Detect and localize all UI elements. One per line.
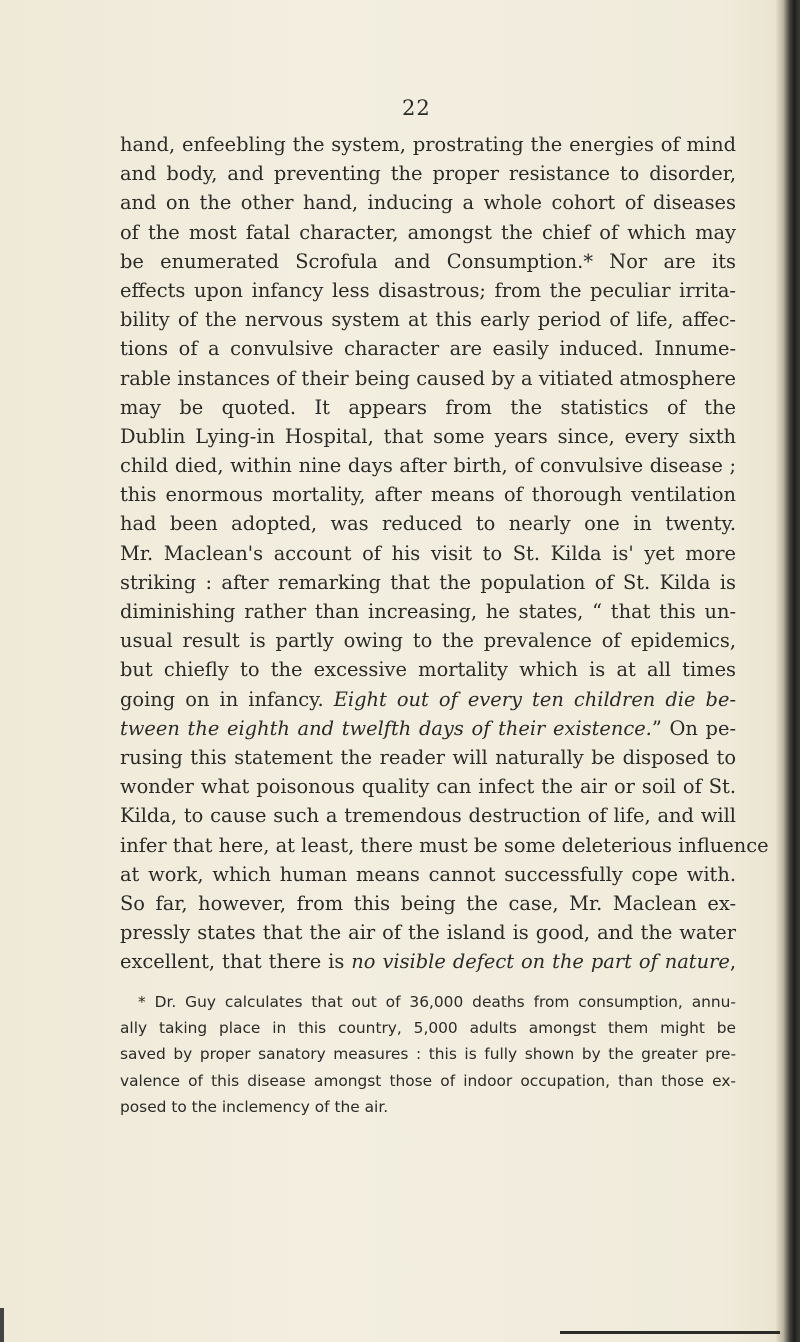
text-run: child died, within nine days after birth, of convulsive disease ; — [120, 454, 736, 478]
text-run: So far, however, from this being the case, Mr. Maclean ex- — [120, 891, 736, 915]
italic-text: tween the eighth and twelfth days of their existence. — [120, 716, 652, 740]
text-line — [120, 334, 736, 363]
text-run: bility of the nervous system at this early period of life, affec- — [120, 308, 736, 332]
text-run: usual result is partly owing to the prevalence of epidemics, — [120, 629, 736, 653]
text-run: may be quoted. It appears from the statistics of the — [120, 395, 736, 419]
text-run: at work, which human means cannot successfully cope with. — [120, 862, 736, 886]
text-line — [120, 159, 736, 188]
text-run: wonder what poisonous quality can infect the air or soil of St. — [120, 775, 736, 799]
text-line — [120, 188, 736, 217]
text-run: excellent, that there is — [120, 950, 352, 974]
text-run: rable instances of their being caused by a vitiated atmosphere — [120, 366, 736, 390]
text-run: rusing this statement the reader will naturally be disposed to — [120, 745, 736, 769]
text-line — [120, 831, 769, 860]
text-run: pressly states that the air of the island is good, and the water — [120, 921, 736, 945]
text-run: and on the other hand, inducing a whole cohort of diseases — [120, 191, 736, 215]
text-run: tions of a convulsive character are easily induced. Innume- — [120, 337, 736, 361]
footnote-line: posed to the inclemency of the air. — [120, 1097, 389, 1116]
scan-edge-bottom — [560, 1331, 780, 1334]
text-run: , — [729, 950, 736, 974]
footnote-line: saved by proper sanatory measures : this is fully shown by the greater pre- — [120, 1045, 736, 1064]
text-line — [120, 422, 736, 451]
text-run: hand, enfeebling the system, prostrating the energies of mind — [120, 133, 736, 156]
text-line — [120, 860, 736, 889]
text-run: but chiefly to the excessive mortality which is at all times — [120, 658, 736, 682]
text-line — [120, 714, 736, 743]
text-line — [120, 918, 736, 947]
text-run: diminishing rather than increasing, he states, “ that this un- — [120, 600, 736, 623]
scan-mark-left — [0, 1308, 4, 1342]
page-number: 22 — [402, 96, 431, 120]
scan-edge-right — [776, 0, 800, 1342]
text-run: this enormous mortality, after means of thorough ventilation — [120, 483, 736, 507]
text-line — [120, 801, 736, 830]
text-run: had been adopted, was reduced to nearly one in twenty. — [120, 512, 736, 536]
text-run: Mr. Maclean's account of his visit to St. Kilda is' yet more — [120, 541, 736, 565]
text-line — [120, 509, 736, 538]
text-line — [120, 655, 736, 684]
text-line — [120, 393, 736, 422]
text-run: of the most fatal character, amongst the chief of which may — [120, 220, 736, 244]
text-run: Kilda, to cause such a tremendous destruction of life, and will — [120, 804, 736, 828]
text-line — [120, 130, 736, 159]
text-line — [120, 597, 736, 626]
text-run: Dublin Lying-in Hospital, that some years since, every sixth — [120, 424, 736, 448]
text-line — [120, 539, 736, 568]
text-line — [120, 568, 736, 597]
italic-text: Eight out of every ten children die be- — [333, 687, 736, 711]
text-run: and body, and preventing the proper resistance to disorder, — [120, 162, 736, 186]
text-run: be enumerated Scrofula and Consumption.* Nor are its — [120, 249, 736, 273]
footnote — [120, 989, 736, 1120]
text-line — [120, 889, 736, 918]
text-line — [120, 451, 736, 480]
text-line — [120, 947, 736, 976]
text-line — [120, 247, 736, 276]
text-run: infer that here, at least, there must be some deleterious influence — [120, 833, 769, 857]
text-line — [120, 305, 736, 334]
text-line — [120, 364, 736, 393]
text-run: effects upon infancy less disastrous; from the peculiar irrita- — [120, 278, 736, 302]
italic-text: no visible defect on the part of nature — [351, 950, 730, 974]
footnote-line: * Dr. Guy calculates that out of 36,000 deaths from consumption, annu- — [138, 993, 736, 1011]
text-line — [120, 743, 736, 772]
footnote-line: ally taking place in this country, 5,000 adults amongst them might be — [120, 1019, 736, 1038]
text-run: going on in infancy. — [120, 687, 334, 711]
text-line — [120, 626, 736, 655]
text-line — [120, 218, 736, 247]
text-line — [120, 772, 736, 801]
text-line — [120, 480, 736, 509]
body-text — [120, 130, 769, 976]
text-run: ” On pe- — [651, 716, 736, 740]
text-run: striking : after remarking that the population of St. Kilda is — [120, 570, 736, 594]
text-line — [120, 685, 736, 714]
text-line — [120, 276, 736, 305]
footnote-line: valence of this disease amongst those of indoor occupation, than those ex- — [120, 1071, 736, 1090]
